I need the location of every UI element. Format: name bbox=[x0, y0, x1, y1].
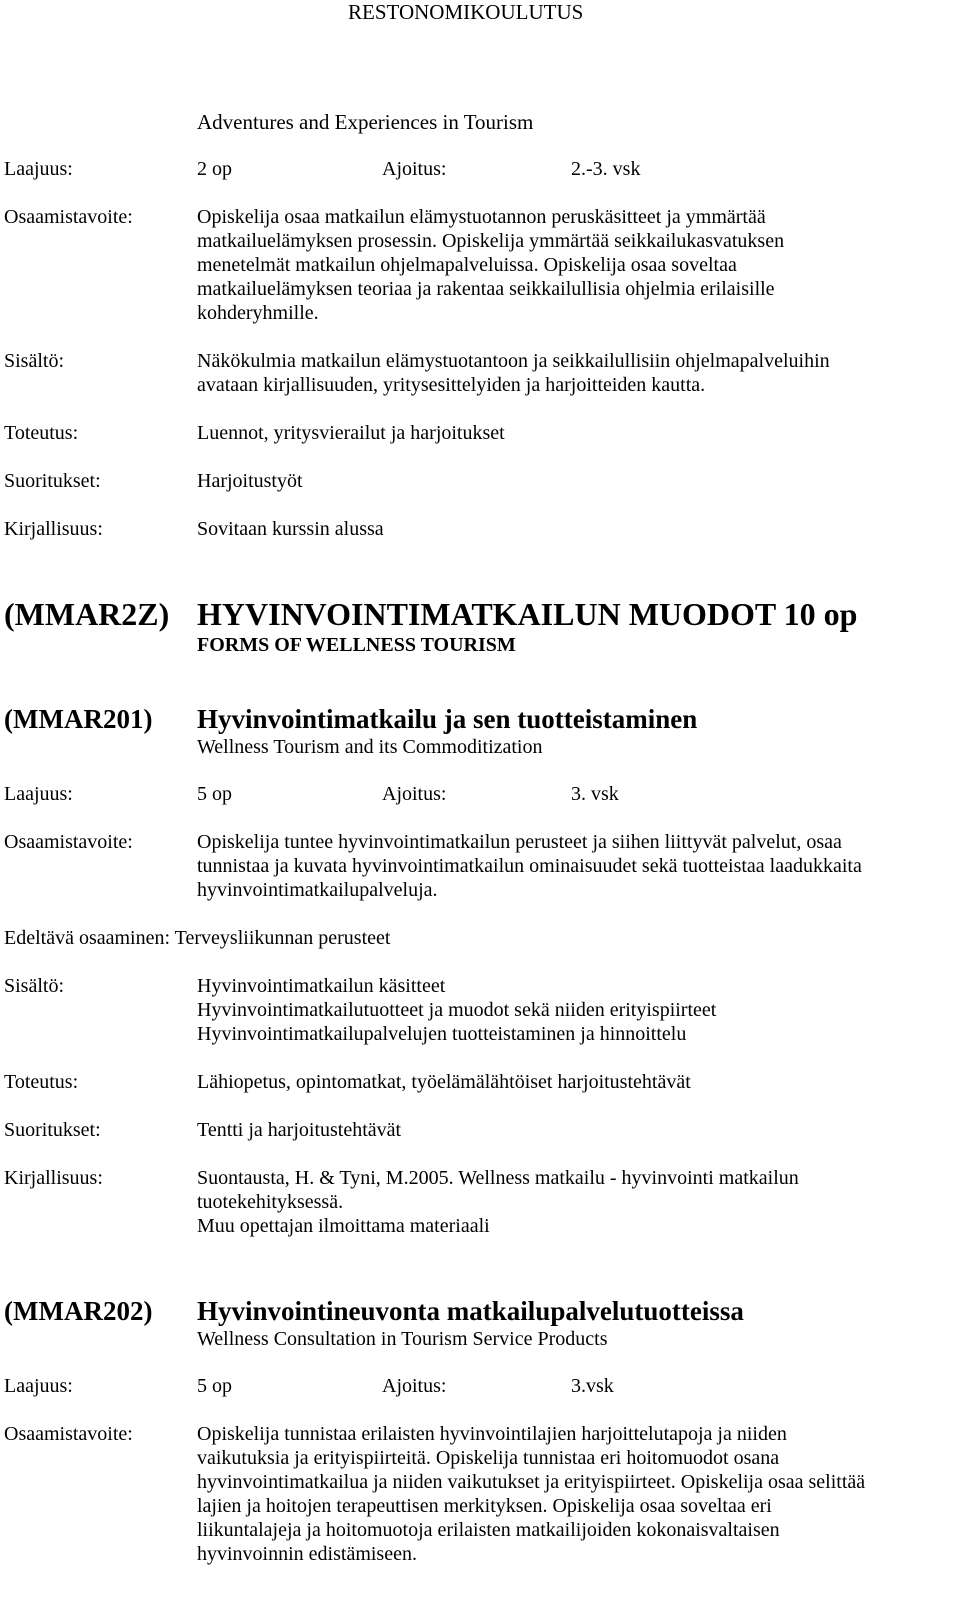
ajoitus-value: 3. vsk bbox=[571, 783, 619, 805]
kirjallisuus-label: Kirjallisuus: bbox=[4, 518, 103, 540]
osaamistavoite-line: Opiskelija tunnistaa erilaisten hyvinvointilajien harjoittelutapoja ja niiden bbox=[197, 1423, 787, 1445]
sisalto-line: Näkökulmia matkailun elämystuotantoon ja seikkailullisiin ohjelmapalveluihin bbox=[197, 350, 830, 372]
course-title-en: Adventures and Experiences in Tourism bbox=[197, 110, 534, 134]
suoritukset-label: Suoritukset: bbox=[4, 470, 101, 492]
section-title: HYVINVOINTIMATKAILUN MUODOT 10 op bbox=[197, 596, 858, 632]
osaamistavoite-line: lajien ja hoitojen terapeuttisen merkityksen. Opiskelija osaa soveltaa eri bbox=[197, 1495, 772, 1517]
laajuus-label: Laajuus: bbox=[4, 158, 73, 180]
kirjallisuus-line: tuotekehityksessä. bbox=[197, 1191, 344, 1213]
ajoitus-value: 3.vsk bbox=[571, 1375, 614, 1397]
ajoitus-value: 2.-3. vsk bbox=[571, 158, 641, 180]
osaamistavoite-label: Osaamistavoite: bbox=[4, 1423, 133, 1445]
course-title: Hyvinvointimatkailu ja sen tuotteistaminen bbox=[197, 704, 698, 734]
laajuus-label: Laajuus: bbox=[4, 783, 73, 805]
suoritukset-value: Tentti ja harjoitustehtävät bbox=[197, 1119, 402, 1141]
sisalto-line: Hyvinvointimatkailun käsitteet bbox=[197, 975, 446, 997]
toteutus-label: Toteutus: bbox=[4, 422, 79, 444]
course-code: (MMAR202) bbox=[4, 1296, 153, 1326]
sisalto-line: Hyvinvointimatkailupalvelujen tuotteistaminen ja hinnoittelu bbox=[197, 1023, 687, 1045]
sisalto-line: avataan kirjallisuuden, yritysesittelyiden ja harjoitteiden kautta. bbox=[197, 374, 706, 396]
course-subtitle: Wellness Consultation in Tourism Service Products bbox=[197, 1328, 608, 1350]
osaamistavoite-line: matkailuelämyksen teoriaa ja rakentaa seikkailullisia ohjelmia erilaisille bbox=[197, 278, 775, 300]
sisalto-line: Hyvinvointimatkailutuotteet ja muodot sekä niiden erityispiirteet bbox=[197, 999, 717, 1021]
osaamistavoite-line: hyvinvointimatkailupalveluja. bbox=[197, 879, 438, 901]
kirjallisuus-value: Sovitaan kurssin alussa bbox=[197, 518, 384, 540]
laajuus-value: 5 op bbox=[197, 783, 232, 805]
osaamistavoite-line: tunnistaa ja kuvata hyvinvointimatkailun ominaisuudet sekä tuotteistaa laadukkaita bbox=[197, 855, 862, 877]
osaamistavoite-line: Opiskelija osaa matkailun elämystuotannon peruskäsitteet ja ymmärtää bbox=[197, 206, 766, 228]
osaamistavoite-line: hyvinvoinnin edistämiseen. bbox=[197, 1543, 417, 1565]
toteutus-value: Lähiopetus, opintomatkat, työelämälähtöiset harjoitustehtävät bbox=[197, 1071, 691, 1093]
toteutus-value: Luennot, yritysvierailut ja harjoitukset bbox=[197, 422, 505, 444]
osaamistavoite-line: liikuntalajeja ja hoitomuotoja erilaisten matkailijoiden kokonaisvaltaisen bbox=[197, 1519, 780, 1541]
osaamistavoite-label: Osaamistavoite: bbox=[4, 831, 133, 853]
osaamistavoite-line: kohderyhmille. bbox=[197, 302, 319, 324]
laajuus-value: 5 op bbox=[197, 1375, 232, 1397]
ajoitus-label: Ajoitus: bbox=[382, 158, 447, 180]
course-code: (MMAR201) bbox=[4, 704, 153, 734]
section-code: (MMAR2Z) bbox=[4, 596, 170, 632]
section-subtitle: FORMS OF WELLNESS TOURISM bbox=[197, 634, 516, 656]
kirjallisuus-label: Kirjallisuus: bbox=[4, 1167, 103, 1189]
page-header: RESTONOMIKOULUTUS bbox=[348, 0, 584, 24]
course-subtitle: Wellness Tourism and its Commoditization bbox=[197, 736, 543, 758]
osaamistavoite-line: vaikutuksia ja erityispiirteitä. Opiskelija tunnistaa eri hoitomuodot osana bbox=[197, 1447, 780, 1469]
laajuus-label: Laajuus: bbox=[4, 1375, 73, 1397]
osaamistavoite-line: matkailuelämyksen prosessin. Opiskelija ymmärtää seikkailukasvatuksen bbox=[197, 230, 785, 252]
osaamistavoite-line: Opiskelija tuntee hyvinvointimatkailun perusteet ja siihen liittyvät palvelut, osaa bbox=[197, 831, 842, 853]
kirjallisuus-line: Suontausta, H. & Tyni, M.2005. Wellness matkailu - hyvinvointi matkailun bbox=[197, 1167, 799, 1189]
course-title: Hyvinvointineuvonta matkailupalvelutuotteissa bbox=[197, 1296, 744, 1326]
osaamistavoite-line: menetelmät matkailun ohjelmapalveluissa. Opiskelija osaa soveltaa bbox=[197, 254, 737, 276]
edeltava-osaaminen: Edeltävä osaaminen: Terveysliikunnan perusteet bbox=[4, 927, 391, 949]
ajoitus-label: Ajoitus: bbox=[382, 1375, 447, 1397]
suoritukset-value: Harjoitustyöt bbox=[197, 470, 303, 492]
sisalto-label: Sisältö: bbox=[4, 975, 65, 997]
laajuus-value: 2 op bbox=[197, 158, 232, 180]
kirjallisuus-line: Muu opettajan ilmoittama materiaali bbox=[197, 1215, 490, 1237]
osaamistavoite-line: hyvinvointimatkailua ja niiden vaikutukset ja erityispiirteet. Opiskelija osaa selittää bbox=[197, 1471, 866, 1493]
suoritukset-label: Suoritukset: bbox=[4, 1119, 101, 1141]
toteutus-label: Toteutus: bbox=[4, 1071, 79, 1093]
ajoitus-label: Ajoitus: bbox=[382, 783, 447, 805]
sisalto-label: Sisältö: bbox=[4, 350, 65, 372]
osaamistavoite-label: Osaamistavoite: bbox=[4, 206, 133, 228]
